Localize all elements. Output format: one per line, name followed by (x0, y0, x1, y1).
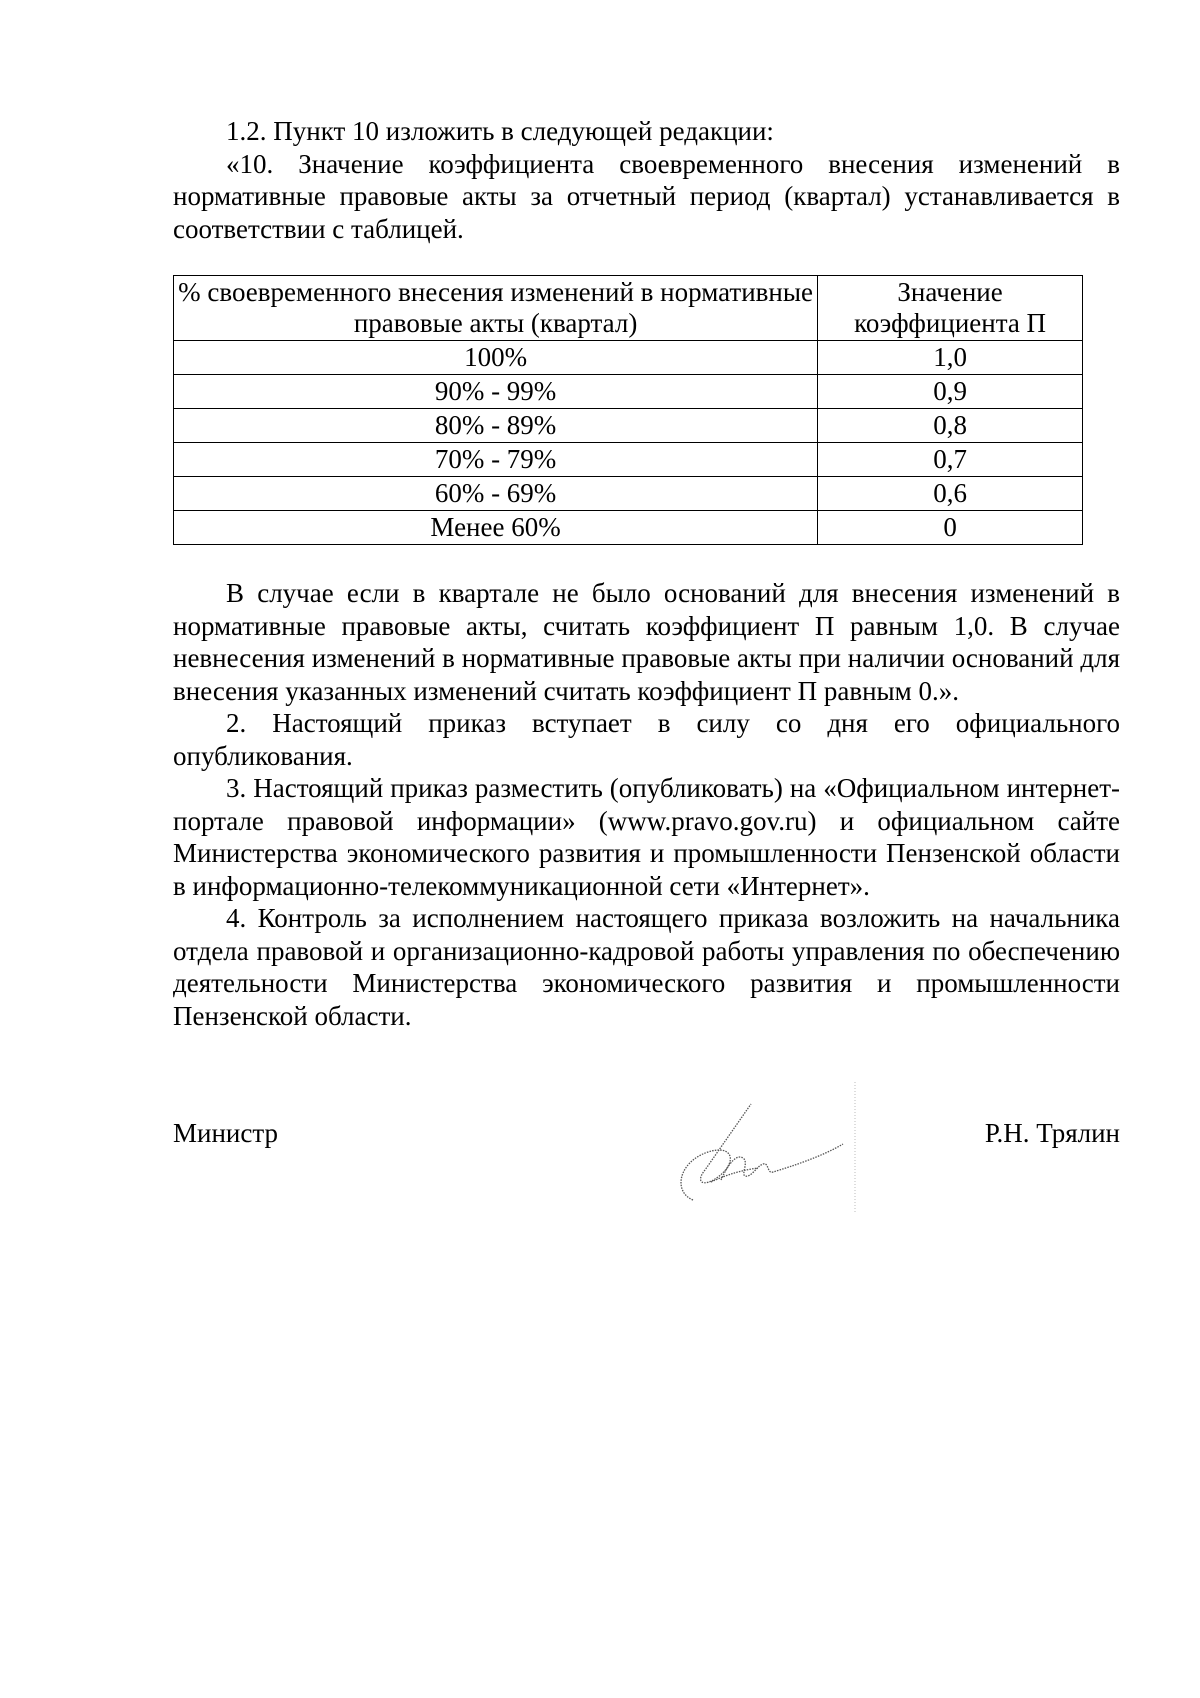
cell-value: 0,9 (818, 375, 1083, 409)
cell-range: 70% - 79% (174, 443, 818, 477)
cell-value: 0,7 (818, 443, 1083, 477)
table-row (174, 511, 1083, 545)
cell-range: 90% - 99% (174, 375, 818, 409)
table-header-row (174, 276, 1083, 341)
cell-value: 0 (818, 511, 1083, 545)
cell-value: 0,8 (818, 409, 1083, 443)
signature-block (173, 1082, 1120, 1202)
signer-name: Р.Н. Трялин (984, 1118, 1120, 1148)
document-page (173, 115, 1120, 1202)
paragraph-no-grounds: В случае если в квартале не было оснований для внесения изменений в нормативные правовые акты, считать коэффициент П равным 1,0. В случае невнесения изменений в нормативные правовые акты при наличии оснований для внесения указанных изменений считать коэффициент П равным 0.». (173, 578, 1120, 706)
cell-range: 80% - 89% (174, 409, 818, 443)
coefficient-table (173, 275, 1083, 545)
handwritten-signature-icon (633, 1082, 863, 1212)
cell-range: 100% (174, 341, 818, 375)
header-percent: % своевременного внесения изменений в нормативные правовые акты (квартал) (174, 276, 818, 341)
table-row (174, 443, 1083, 477)
header-coefficient: Значение коэффициента П (818, 276, 1083, 341)
paragraph-1-2: 1.2. Пункт 10 изложить в следующей редакции: (226, 116, 774, 146)
cell-value: 0,6 (818, 477, 1083, 511)
coefficient-table-wrapper (173, 275, 1120, 545)
signer-title: Министр (173, 1118, 278, 1148)
paragraph-item-2: 2. Настоящий приказ вступает в силу со дня его официального опубликования. (173, 708, 1120, 771)
table-row (174, 341, 1083, 375)
cell-range: 60% - 69% (174, 477, 818, 511)
table-row (174, 477, 1083, 511)
cell-value: 1,0 (818, 341, 1083, 375)
paragraph-item-3: 3. Настоящий приказ разместить (опубликовать) на «Официальном интернет-портале правовой информации» (www.pravo.gov.ru) и официальном сайте Министерства экономического развития и промышленности Пензенской области в информационно-телекоммуникационной сети «Интернет». (173, 773, 1120, 901)
cell-range: Менее 60% (174, 511, 818, 545)
table-row (174, 409, 1083, 443)
paragraph-10-quote: «10. Значение коэффициента своевременного внесения изменений в нормативные правовые акты за отчетный период (квартал) устанавливается в соответствии с таблицей. (173, 148, 1120, 244)
table-row (174, 375, 1083, 409)
paragraph-item-4: 4. Контроль за исполнением настоящего приказа возложить на начальника отдела правовой и организационно-кадровой работы управления по обеспечению деятельности Министерства экономического развития и промышленности Пензенской области. (173, 903, 1120, 1031)
